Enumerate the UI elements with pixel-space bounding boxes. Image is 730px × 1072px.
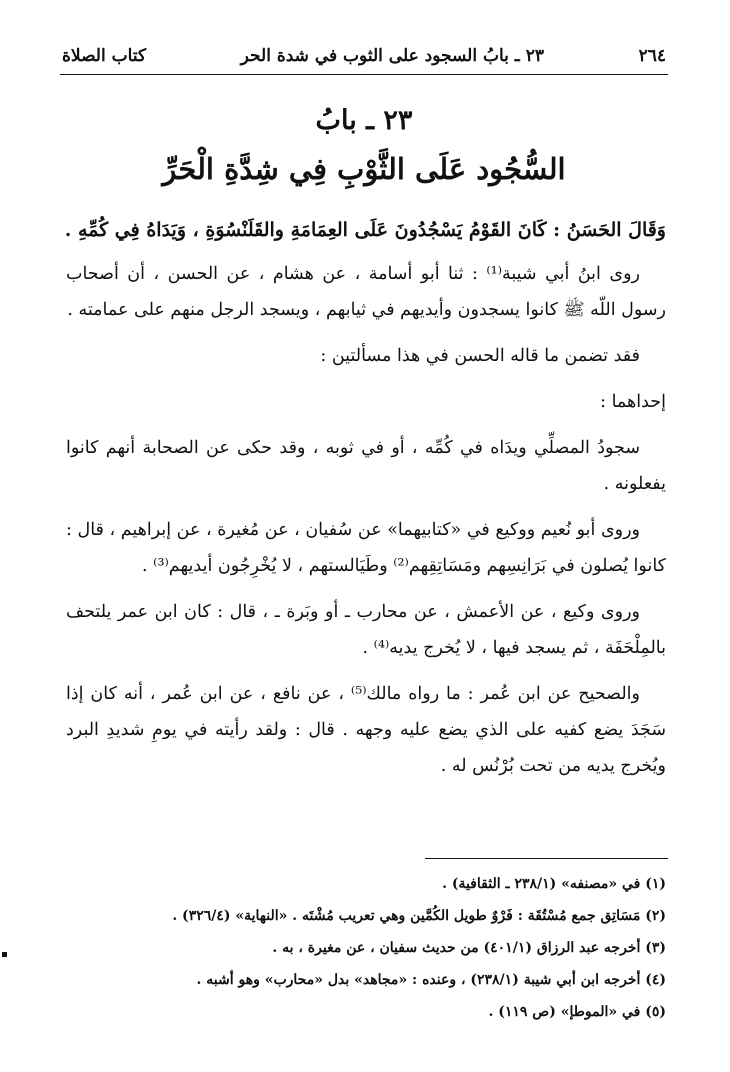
paragraph: روى ابنُ أبي شيبة⁽¹⁾ : ثنا أبو أسامة ، عن هشام ، عن الحسن ، أن أصحاب رسول اللّه ﷺ كانوا يسجدون وأيديهم في ثيابهم ، ويسجد الرجل منهم على عمامته . bbox=[66, 264, 666, 320]
footnote-5: (٥) في «الموطإ» (ص ١١٩) . bbox=[488, 1004, 666, 1020]
running-chapter-heading: ٢٣ ـ بابُ السجود على الثوب في شدة الحر bbox=[240, 46, 544, 66]
footnotes bbox=[66, 868, 666, 1028]
header-rule bbox=[60, 74, 668, 75]
paragraph: وروى وكيع ، عن الأعمش ، عن محارب ـ أو وبَرة ـ ، قال : كان ابن عمر يلتحف بالمِلْحَفَة ، ثم يسجد فيها ، لا يُخرج يديه⁽⁴⁾ . bbox=[66, 602, 666, 658]
paragraph: فقد تضمن ما قاله الحسن في هذا مسألتين : bbox=[320, 346, 640, 366]
footnote-1: (١) في «مصنفه» (٢٣٨/١ ـ الثقافية) . bbox=[442, 876, 666, 892]
main-text bbox=[66, 212, 666, 794]
chapter-number: ٢٣ ـ بابُ bbox=[315, 105, 413, 136]
chapter-title: السُّجُود عَلَى الثَّوْبِ فِي شِدَّةِ الْحَرِّ bbox=[162, 152, 566, 186]
paragraph: والصحيح عن ابن عُمر : ما رواه مالك⁽⁵⁾ ، عن نافع ، عن ابن عُمر ، أنه كان إذا سَجَدَ يضع كفيه على الذي يضع عليه وجهه . قال : ولقد رأيته في يومِ شديدِ البرد ويُخرج يديه من تحت بُرْنُس له . bbox=[66, 684, 666, 776]
paragraph: وروى أبو نُعيم ووكيع في «كتابيهما» عن سُفيان ، عن مُغيرة ، عن إبراهيم ، قال : كانوا يُصلون في بَرَانِسِهم ومَسَاتِقِهم⁽²⁾ وطَيَالستهم ، لا يُخْرِجُون أيديهم⁽³⁾ . bbox=[66, 520, 666, 576]
running-book-title: كتاب الصلاة bbox=[62, 46, 147, 66]
footnote-4: (٤) أخرجه ابن أبي شيبة (٢٣٨/١) ، وعنده : «مجاهد» بدل «محارب» وهو أشبه . bbox=[196, 972, 666, 988]
footnote-rule bbox=[425, 858, 668, 859]
footnote-3: (٣) أخرجه عبد الرزاق (٤٠١/١) من حديث سفيان ، عن مغيرة ، به . bbox=[272, 940, 666, 956]
quoted-statement: وَقَالَ الحَسَنُ : كَانَ القَوْمُ يَسْجُدُونَ عَلَى العِمَامَةِ والقَلَنْسُوَةِ ، وَيَدَاهُ فِي كُمِّهِ . bbox=[64, 219, 666, 241]
running-header bbox=[62, 40, 666, 72]
page-number: ٢٦٤ bbox=[638, 46, 666, 66]
paragraph: إحداهما : bbox=[600, 392, 666, 412]
footnote-2: (٢) مَسَاتِق جمع مُسْتُقَة : فَرْوٌ طويل الكُمَّين وهي تعريب مُشْتَه . «النهاية» (٣٢٦/٤) . bbox=[172, 908, 666, 924]
paragraph: سجودُ المصلِّي ويدَاه في كُمِّه ، أو في ثوبه ، وقد حكى عن الصحابة أنهم كانوا يفعلونه . bbox=[66, 438, 666, 494]
scan-margin-mark bbox=[2, 952, 7, 957]
